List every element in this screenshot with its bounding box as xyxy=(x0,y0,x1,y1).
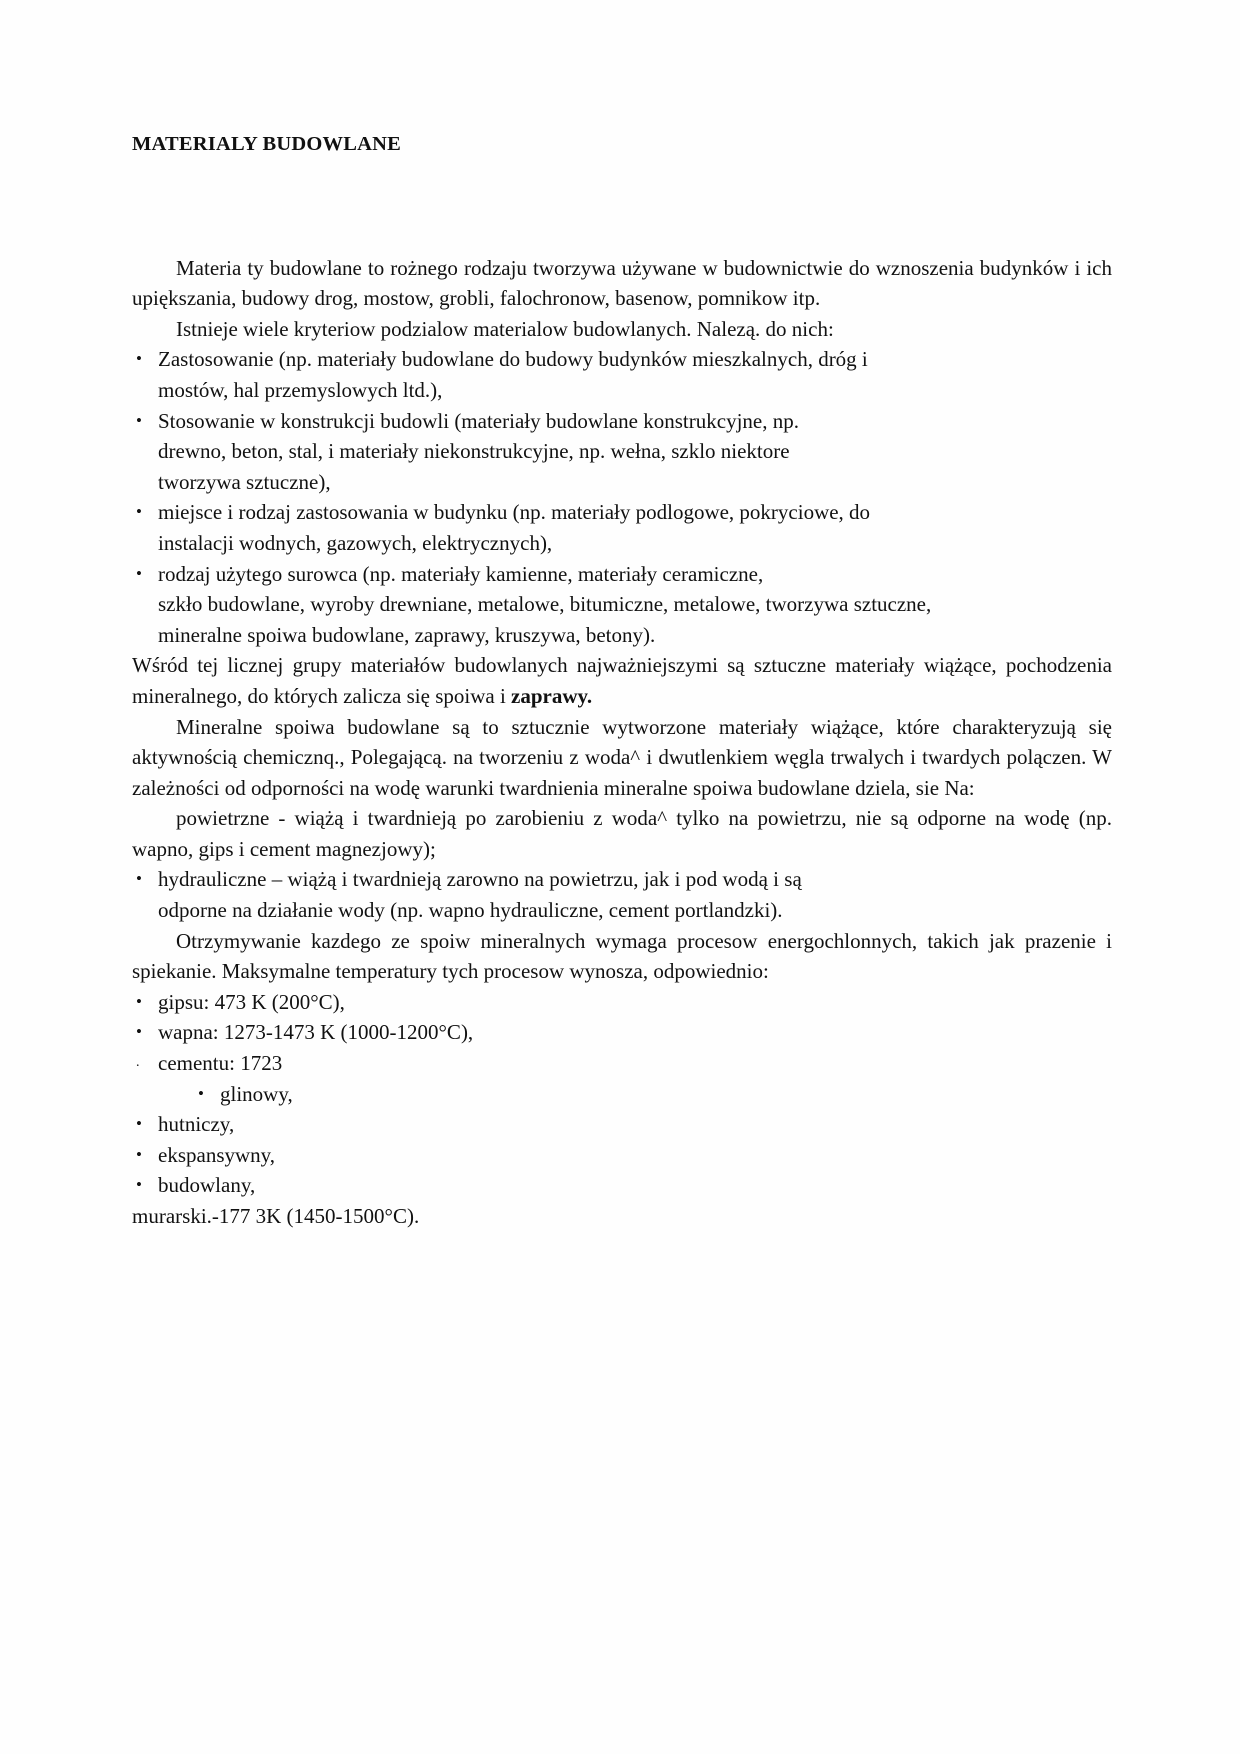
bullet-icon: • xyxy=(198,1083,204,1103)
list-item xyxy=(132,1170,1112,1201)
list-item-text: miejsce i rodzaj zastosowania w budynku (np. materiały podlogowe, pokryciowe, do xyxy=(158,500,871,525)
bullet-icon: • xyxy=(136,1022,142,1042)
list-item-text: glinowy, xyxy=(220,1081,293,1106)
list-item-text: Zastosowanie (np. materiały budowlane do budowy budynków mieszkalnych, dróg i xyxy=(158,347,868,372)
list-item-continuation: instalacji wodnych, gazowych, elektrycznych), xyxy=(158,530,553,555)
list-item-continuation: mostów, hal przemyslowych ltd.), xyxy=(158,377,443,402)
paragraph-wsrod xyxy=(132,650,1112,711)
paragraph-otrzymywanie: Otrzymywanie kazdego ze spoiw mineralnych wymaga procesow energochlonnych, takich jak prazenie i spiekanie. Maksymalne temperatury tych procesow wynosza, odpowiednio: xyxy=(132,928,1112,984)
bullet-icon: • xyxy=(136,410,142,430)
title-spacer xyxy=(132,157,1112,253)
list-item xyxy=(132,344,1112,375)
paragraph-criteria-lead: Istnieje wiele kryteriow podzialow materialow budowlanych. Nalezą. do nich: xyxy=(176,316,834,341)
list-item xyxy=(132,1140,1112,1171)
list-item-continuation: mineralne spoiwa budowlane, zaprawy, kruszywa, betony). xyxy=(158,622,656,647)
paragraph-murarski: murarski.-177 3K (1450-1500°C). xyxy=(132,1204,420,1228)
list-item xyxy=(132,1017,1112,1048)
paragraph-wsrod-text: Wśród tej licznej grupy materiałów budowlanych najważniejszymi są sztuczne materiały wiążące, pochodzenia mineralnego, do których zalicza się spoiwa i xyxy=(132,653,1112,708)
paragraph-powietrzne: powietrzne - wiążą i twardnieją po zarobieniu z woda^ tylko na powietrzu, nie są odporne na wodę (np. wapno, gips i cement magnezjowy); xyxy=(132,806,1112,861)
list-item-text: gipsu: 473 K (200°C), xyxy=(158,989,345,1014)
list-item-text: budowlany, xyxy=(158,1173,256,1198)
list-item-text: ekspansywny, xyxy=(158,1142,276,1167)
emphasis-zaprawy: zaprawy. xyxy=(511,683,593,708)
list-item-text: wapna: 1273-1473 K (1000-1200°C), xyxy=(158,1020,474,1045)
list-item-text: cementu: 1723 xyxy=(158,1051,283,1076)
bullet-icon: • xyxy=(136,349,142,369)
bullet-icon: • xyxy=(136,1114,142,1134)
list-item-continuation: drewno, beton, stal, i materiały niekonstrukcyjne, np. wełna, szklo niektore xyxy=(158,439,790,464)
bullet-icon: • xyxy=(136,1175,142,1195)
list-item xyxy=(132,1109,1112,1140)
document-body xyxy=(132,253,1112,1232)
list-item-continuation: odporne na działanie wody (np. wapno hydrauliczne, cement portlandzki). xyxy=(158,898,783,923)
temperature-list xyxy=(132,987,1112,1079)
list-item xyxy=(132,987,1112,1018)
list-item xyxy=(132,1048,1112,1079)
bullet-icon: . xyxy=(136,1055,140,1071)
list-item-continuation: szkło budowlane, wyroby drewniane, metalowe, bitumiczne, metalowe, tworzywa sztuczne, xyxy=(158,592,932,617)
list-item xyxy=(132,497,1112,528)
bullet-icon: • xyxy=(136,869,142,889)
bullet-icon: • xyxy=(136,1144,142,1164)
list-item-text: hydrauliczne – wiążą i twardnieją zarowno na powietrzu, jak i pod wodą i są xyxy=(158,867,802,892)
page-title: MATERIALY BUDOWLANE xyxy=(132,133,402,155)
bullet-icon: • xyxy=(136,502,142,522)
list-item xyxy=(132,559,1112,590)
list-item xyxy=(132,1079,1112,1110)
paragraph-mineralne: Mineralne spoiwa budowlane są to sztucznie wytworzone materiały wiążące, które charakteryzują się aktywnością chemicznq., Polegającą. na tworzeniu z woda^ i dwutlenkiem węgla trwalych i twardych polączen. W zależności od odporności na wodę warunki twardnienia mineralne spoiwa budowlane dziela, sie Na: xyxy=(132,714,1112,800)
list-item-text: Stosowanie w konstrukcji budowli (materiały budowlane konstrukcyjne, np. xyxy=(158,408,799,433)
cement-types-list xyxy=(132,1079,1112,1201)
criteria-list xyxy=(132,344,1112,650)
bullet-icon: • xyxy=(136,563,142,583)
list-item-hydrauliczne xyxy=(132,864,1112,895)
list-item xyxy=(132,406,1112,437)
list-item-text: rodzaj użytego surowca (np. materiały kamienne, materiały ceramiczne, xyxy=(158,561,764,586)
list-item-text: hutniczy, xyxy=(158,1112,235,1137)
paragraph-intro: Materia ty budowlane to rożnego rodzaju tworzywa używane w budownictwie do wznoszenia budynków i ich upiększania, budowy drog, mostow, grobli, falochronow, basenow, pomnikow itp. xyxy=(132,255,1112,311)
list-item-continuation: tworzywa sztuczne), xyxy=(158,469,331,494)
bullet-icon: • xyxy=(136,991,142,1011)
